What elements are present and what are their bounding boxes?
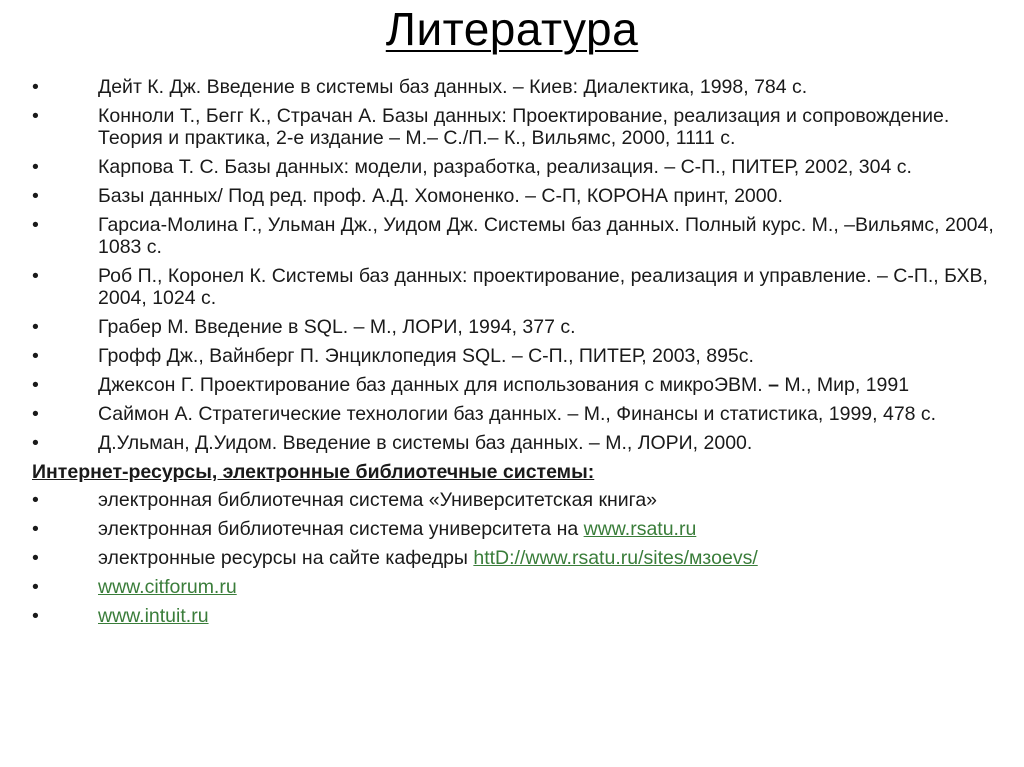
bullet-icon: • bbox=[32, 214, 39, 236]
book-entry: Дейт К. Дж. Введение в системы баз данных. – Киев: Диалектика, 1998, 784 с. bbox=[98, 76, 808, 98]
book-entry: Грофф Дж., Вайнберг П. Энциклопедия SQL. – С-П., ПИТЕР, 2003, 895с. bbox=[98, 345, 754, 367]
rsatu-link[interactable]: www.rsatu.ru bbox=[583, 518, 697, 540]
resource-entry bbox=[98, 605, 1010, 627]
literature-list bbox=[30, 76, 1010, 634]
resource-text: электронная библиотечная система университета на bbox=[98, 518, 584, 540]
list-item bbox=[30, 489, 1010, 511]
bullet-icon: • bbox=[32, 432, 39, 454]
bullet-icon: • bbox=[32, 105, 39, 127]
list-item bbox=[30, 547, 1010, 569]
bullet-icon: • bbox=[32, 605, 39, 627]
bullet-icon: • bbox=[32, 185, 39, 207]
list-item bbox=[30, 76, 1010, 98]
list-item bbox=[30, 432, 1010, 454]
list-item bbox=[30, 518, 1010, 540]
bullet-icon: • bbox=[32, 156, 39, 178]
resource-entry bbox=[98, 547, 1010, 569]
bullet-icon: • bbox=[32, 489, 39, 511]
bullet-icon: • bbox=[32, 547, 39, 569]
intuit-link[interactable]: www.intuit.ru bbox=[98, 605, 209, 627]
book-entry: Базы данных/ Под ред. проф. А.Д. Хомоненко. – С-П, КОРОНА принт, 2000. bbox=[98, 185, 783, 207]
book-entry: Карпова Т. С. Базы данных: модели, разработка, реализация. – С-П., ПИТЕР, 2002, 304 с. bbox=[98, 156, 912, 178]
bullet-icon: • bbox=[32, 576, 39, 598]
resource-entry bbox=[98, 518, 1010, 540]
book-entry-dash: – bbox=[768, 374, 779, 396]
bullet-icon: • bbox=[32, 265, 39, 287]
department-site-link[interactable]: httD://www.rsatu.ru/sites/мзoevs/ bbox=[473, 547, 758, 569]
list-item bbox=[30, 403, 1010, 425]
bullet-icon: • bbox=[32, 345, 39, 367]
list-item bbox=[30, 105, 1010, 149]
resource-entry bbox=[98, 576, 1010, 598]
internet-resources-heading: Интернет-ресурсы, электронные библиотечные системы: bbox=[32, 461, 595, 483]
bullet-icon: • bbox=[32, 316, 39, 338]
list-item bbox=[30, 605, 1010, 627]
list-item bbox=[30, 316, 1010, 338]
book-entry: Саймон А. Стратегические технологии баз данных. – М., Финансы и статистика, 1999, 478 с. bbox=[98, 403, 937, 425]
resource-entry: электронная библиотечная система «Университетская книга» bbox=[98, 489, 658, 511]
list-item bbox=[30, 374, 1010, 396]
book-entry bbox=[98, 374, 1010, 396]
book-entry-part: Джексон Г. Проектирование баз данных для использования с микроЭВМ. bbox=[98, 374, 769, 396]
citforum-link[interactable]: www.citforum.ru bbox=[98, 576, 237, 598]
list-item bbox=[30, 265, 1010, 309]
book-entry: Конноли Т., Бегг К., Страчан А. Базы данных: Проектирование, реализация и сопровождение. Теория и практика, 2-е издание – М.– С./П.– К., Вильямс, 2000, 1111 с. bbox=[98, 105, 950, 149]
list-item bbox=[30, 185, 1010, 207]
bullet-icon: • bbox=[32, 374, 39, 396]
resource-text: электронные ресурсы на сайте кафедры bbox=[98, 547, 474, 569]
bullet-icon: • bbox=[32, 76, 39, 98]
book-entry: Грабер М. Введение в SQL. – М., ЛОРИ, 1994, 377 с. bbox=[98, 316, 576, 338]
book-entry-part: М., Мир, 1991 bbox=[778, 374, 910, 396]
list-item bbox=[30, 214, 1010, 258]
book-entry: Гарсиа-Молина Г., Ульман Дж., Уидом Дж. Системы баз данных. Полный курс. М., –Вильямс, 2004, 1083 с. bbox=[98, 214, 994, 258]
book-entry: Роб П., Коронел К. Системы баз данных: проектирование, реализация и управление. – С-П., БХВ, 2004, 1024 с. bbox=[98, 265, 988, 309]
bullet-icon: • bbox=[32, 403, 39, 425]
list-item bbox=[30, 576, 1010, 598]
list-item bbox=[30, 345, 1010, 367]
book-entry: Д.Ульман, Д.Уидом. Введение в системы баз данных. – М., ЛОРИ, 2000. bbox=[98, 432, 753, 454]
page-title: Литература bbox=[385, 3, 639, 55]
bullet-icon: • bbox=[32, 518, 39, 540]
list-item bbox=[30, 156, 1010, 178]
